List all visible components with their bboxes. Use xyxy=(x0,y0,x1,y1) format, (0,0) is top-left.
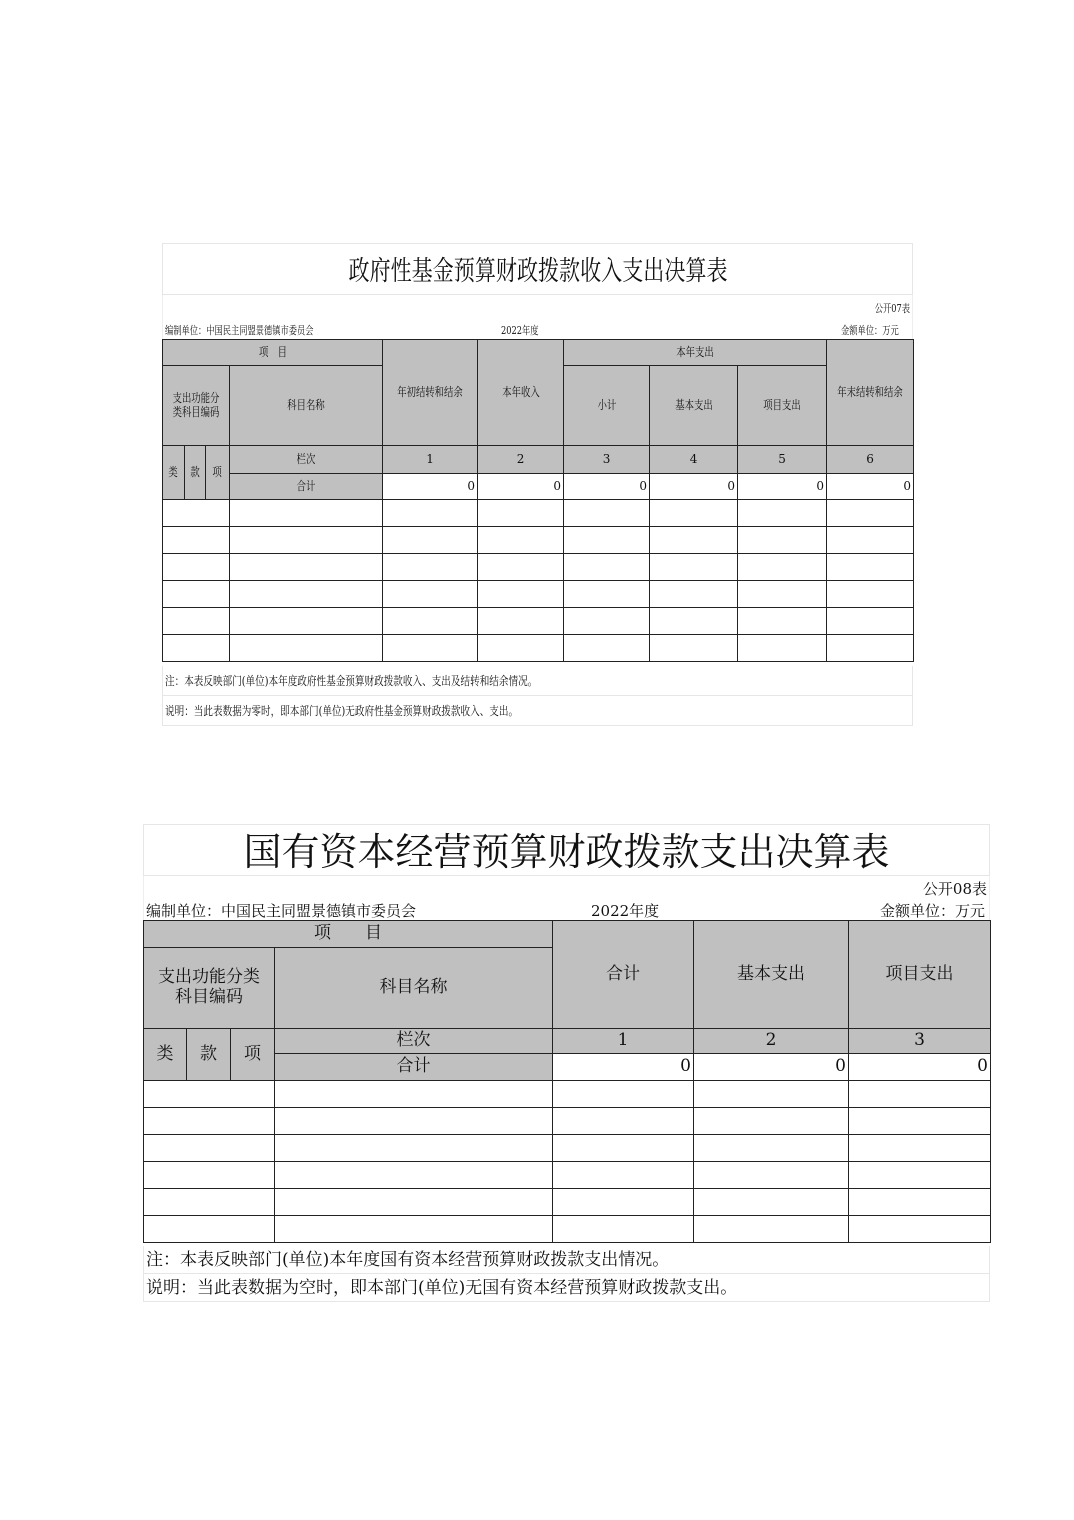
sheet1-column-label: 栏次 xyxy=(230,446,383,474)
table-row xyxy=(144,1108,991,1135)
sheet1-name-header: 科目名称 xyxy=(230,366,383,446)
sheet1-form-no: 公开07表 xyxy=(874,302,910,315)
sheet2-colnum-2: 2 xyxy=(694,1029,849,1054)
sheet1-lei-header: 类 xyxy=(163,446,185,500)
sheet2-table xyxy=(143,920,991,1243)
table-row xyxy=(144,1216,991,1243)
sheet1-colnum-5: 5 xyxy=(738,446,827,474)
sheet1-item-header: 项 目 xyxy=(163,340,383,366)
sheet1-total-1: 0 xyxy=(383,474,478,500)
sheet1-colnum-2: 2 xyxy=(478,446,564,474)
sheet1-meta-row xyxy=(162,317,913,339)
sheet2-column-label: 栏次 xyxy=(275,1029,553,1054)
sheet1-kuan-header: 款 xyxy=(185,446,206,500)
sheet2-year: 2022年度 xyxy=(591,902,660,920)
sheet2-colnum-3: 3 xyxy=(849,1029,991,1054)
sheet2-colnum-1: 1 xyxy=(553,1029,694,1054)
table-row xyxy=(144,1162,991,1189)
sheet2-project-header: 项目支出 xyxy=(849,921,991,1029)
sheet2-total-col-header: 合计 xyxy=(553,921,694,1029)
sheet1-begin-balance-header: 年初结转和结余 xyxy=(383,340,478,446)
table-row xyxy=(144,1189,991,1216)
sheet1-end-balance-header: 年末结转和结余 xyxy=(827,340,914,446)
sheet1-total-5: 0 xyxy=(738,474,827,500)
table-row xyxy=(163,500,914,527)
sheet2-formno-row xyxy=(143,876,990,898)
table-row xyxy=(144,1135,991,1162)
sheet2-basic-header: 基本支出 xyxy=(694,921,849,1029)
sheet1-total-3: 0 xyxy=(564,474,650,500)
table-row xyxy=(163,554,914,581)
sheet2-kuan-header: 款 xyxy=(187,1029,231,1081)
sheet1-expense-group-header: 本年支出 xyxy=(564,340,827,366)
sheet1-project-header: 项目支出 xyxy=(738,366,827,446)
sheet1-colnum-1: 1 xyxy=(383,446,478,474)
sheet1-compiler: 编制单位：中国民主同盟景德镇市委员会 xyxy=(165,324,314,337)
sheet1-total-label: 合计 xyxy=(230,474,383,500)
sheet2-xiang-header: 项 xyxy=(231,1029,275,1081)
sheet2-total-2: 0 xyxy=(694,1054,849,1081)
table-row xyxy=(163,608,914,635)
sheet2-total-label: 合计 xyxy=(275,1054,553,1081)
sheet1-note: 注：本表反映部门(单位)本年度政府性基金预算财政拨款收入、支出及结转和结余情况。 xyxy=(162,666,913,696)
sheet2-compiler: 编制单位：中国民主同盟景德镇市委员会 xyxy=(146,902,417,920)
sheet2-remark: 说明：当此表数据为空时，即本部门(单位)无国有资本经营预算财政拨款支出。 xyxy=(143,1274,990,1302)
gov-fund-budget-sheet xyxy=(162,243,913,726)
sheet1-remark: 说明：当此表数据为零时，即本部门(单位)无政府性基金预算财政拨款收入、支出。 xyxy=(162,696,913,726)
sheet1-income-header: 本年收入 xyxy=(478,340,564,446)
sheet1-code-group-header: 支出功能分类科目编码 xyxy=(163,366,230,446)
sheet1-basic-header: 基本支出 xyxy=(650,366,738,446)
table-row xyxy=(144,1081,991,1108)
sheet2-form-no: 公开08表 xyxy=(922,880,987,898)
sheet1-total-4: 0 xyxy=(650,474,738,500)
sheet1-formno-row xyxy=(162,295,913,317)
table-row xyxy=(163,581,914,608)
sheet1-subtotal-header: 小计 xyxy=(564,366,650,446)
table-row xyxy=(163,527,914,554)
sheet1-title: 政府性基金预算财政拨款收入支出决算表 xyxy=(162,243,913,295)
state-capital-budget-sheet xyxy=(143,824,990,1302)
sheet2-code-group-header: 支出功能分类科目编码 xyxy=(144,948,275,1029)
sheet2-note: 注：本表反映部门(单位)本年度国有资本经营预算财政拨款支出情况。 xyxy=(143,1246,990,1274)
sheet1-table xyxy=(162,339,914,662)
sheet2-meta-row xyxy=(143,898,990,920)
table-row xyxy=(163,635,914,662)
sheet1-xiang-header: 项 xyxy=(206,446,230,500)
sheet2-name-header: 科目名称 xyxy=(275,948,553,1029)
sheet1-unit: 金额单位：万元 xyxy=(841,324,899,337)
sheet1-total-2: 0 xyxy=(478,474,564,500)
sheet1-colnum-4: 4 xyxy=(650,446,738,474)
sheet2-item-header: 项 目 xyxy=(144,921,553,948)
sheet1-year: 2022年度 xyxy=(501,324,539,337)
sheet1-colnum-3: 3 xyxy=(564,446,650,474)
sheet2-total-3: 0 xyxy=(849,1054,991,1081)
sheet1-colnum-6: 6 xyxy=(827,446,914,474)
sheet1-total-6: 0 xyxy=(827,474,914,500)
sheet2-lei-header: 类 xyxy=(144,1029,187,1081)
sheet2-title: 国有资本经营预算财政拨款支出决算表 xyxy=(143,824,990,876)
sheet2-total-1: 0 xyxy=(553,1054,694,1081)
sheet2-unit: 金额单位：万元 xyxy=(879,902,985,920)
